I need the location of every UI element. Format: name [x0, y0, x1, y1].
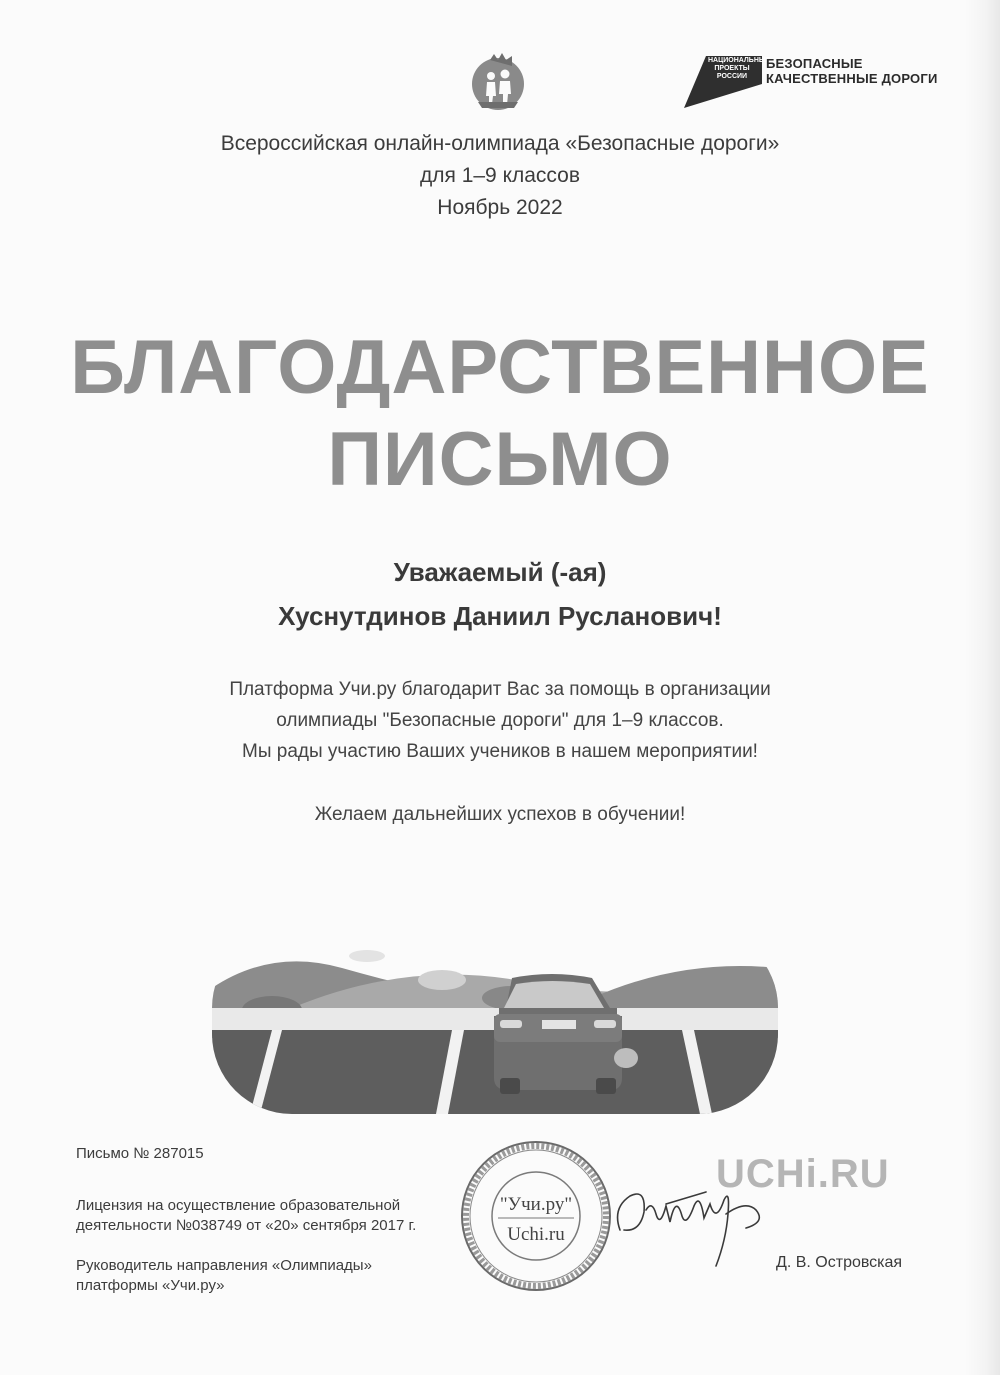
- event-date: Ноябрь 2022: [437, 196, 563, 219]
- recipient-name: Хуснутдинов Даниил Русланович!: [278, 601, 722, 631]
- body-line: олимпиады "Безопасные дороги" для 1–9 классов.: [276, 710, 724, 731]
- national-projects-label: НАЦИОНАЛЬНЫЕ ПРОЕКТЫ РОССИИ: [708, 57, 771, 80]
- body-line: Платформа Учи.ру благодарит Вас за помощь в организации: [229, 679, 771, 700]
- director-line: платформы «Учи.ру»: [76, 1277, 225, 1294]
- license-line: деятельности №038749 от «20» сентября 2017 г.: [76, 1217, 417, 1234]
- closing-wish: Желаем дальнейших успехов в обучении!: [314, 804, 686, 825]
- event-grades: для 1–9 классов: [419, 164, 580, 187]
- license-info: [76, 1196, 416, 1236]
- uchi-ru-brand-logo: UCHi.RU: [716, 1152, 890, 1196]
- body-line: Мы рады участию Ваших учеников в нашем мероприятии!: [242, 741, 758, 762]
- salutation: Уважаемый (-ая): [393, 557, 607, 587]
- letter-title-line1: БЛАГОДАРСТВЕННОЕ: [70, 325, 930, 410]
- event-title: Всероссийская онлайн-олимпиада «Безопасные дороги»: [220, 132, 780, 155]
- safe-roads-label: БЕЗОПАСНЫЕ КАЧЕСТВЕННЫЕ ДОРОГИ: [766, 56, 938, 86]
- letter-number: Письмо № 287015: [76, 1145, 204, 1162]
- national-projects-logo: [682, 54, 962, 110]
- director-title: [76, 1256, 372, 1296]
- stamp-text-line2: Uchi.ru: [507, 1224, 565, 1245]
- greeting: [0, 550, 1000, 638]
- safe-roads-children-logo: [468, 52, 528, 112]
- event-header: [0, 128, 1000, 224]
- letter-title: [0, 322, 1000, 506]
- letter-body: [0, 674, 1000, 767]
- director-line: Руководитель направления «Олимпиады»: [76, 1257, 372, 1274]
- official-stamp: [458, 1138, 614, 1294]
- signer-name: Д. В. Островская: [776, 1254, 903, 1271]
- license-line: Лицензия на осуществление образовательной: [76, 1197, 401, 1214]
- letter-title-line2: ПИСЬМО: [327, 417, 673, 502]
- stamp-text-line1: "Учи.ру": [499, 1194, 573, 1215]
- road-car-illustration: [212, 928, 778, 1114]
